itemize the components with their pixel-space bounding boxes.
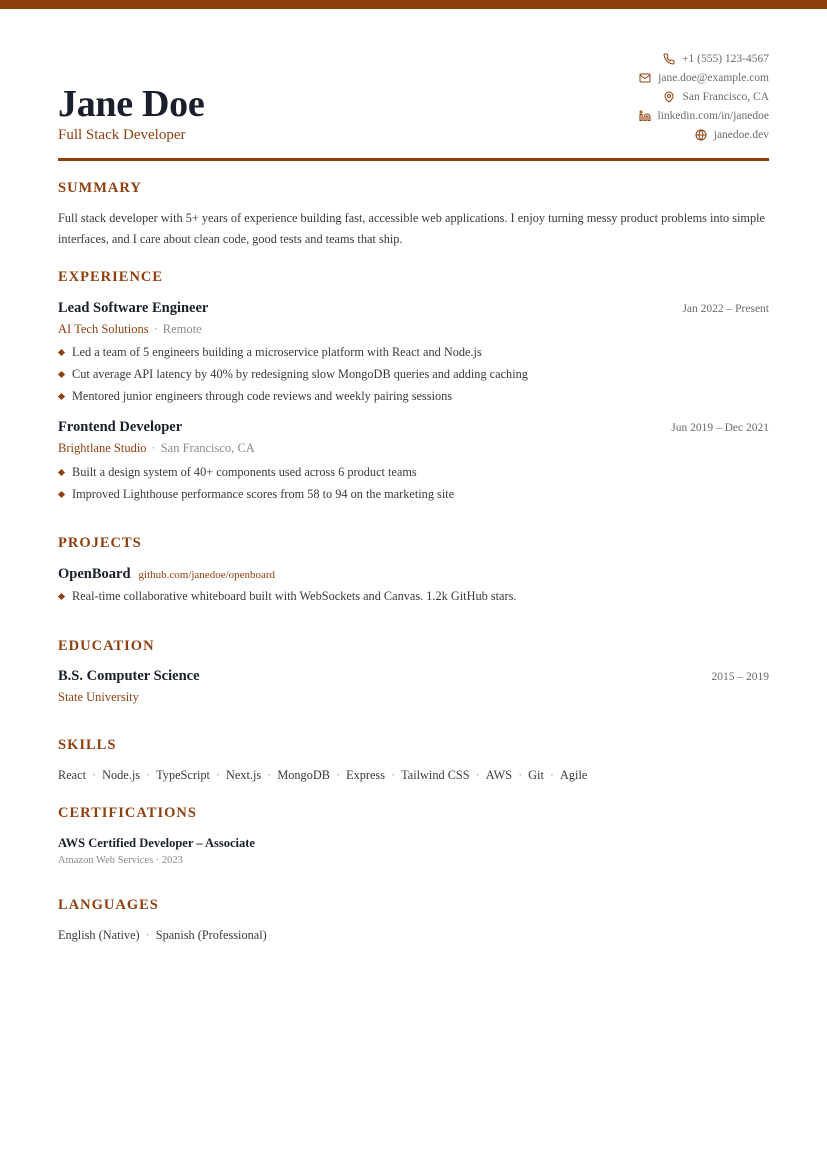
separator-dot: · xyxy=(151,441,156,455)
skill-item: MongoDB xyxy=(277,768,330,782)
contact-list xyxy=(509,49,769,144)
job-location: Remote xyxy=(162,322,202,336)
separator-dot: · xyxy=(215,768,221,782)
contact-linkedin-text: linkedin.com/in/janedoe xyxy=(657,109,769,122)
skill-item: Tailwind CSS xyxy=(401,768,470,782)
contact-website-text: janedoe.dev xyxy=(713,128,769,141)
contact-location xyxy=(509,87,769,106)
contact-phone-text: +1 (555) 123-4567 xyxy=(682,52,769,65)
project-name: OpenBoard xyxy=(58,566,131,582)
certifications-heading: CERTIFICATIONS xyxy=(58,805,197,821)
separator-dot: · xyxy=(267,768,272,782)
separator-dot: · xyxy=(549,768,554,782)
job-company-line xyxy=(58,322,202,337)
header-divider xyxy=(58,158,769,161)
skill-item: Git xyxy=(528,768,544,782)
skills-list xyxy=(58,768,587,783)
skill-item: AWS xyxy=(485,768,513,782)
skill-item: React xyxy=(58,768,86,782)
linkedin-icon xyxy=(638,109,652,123)
job-bullet: Improved Lighthouse performance scores from 58 to 94 on the marketing site xyxy=(58,483,769,505)
phone-icon xyxy=(662,52,676,66)
summary-text: Full stack developer with 5+ years of experience building fast, accessible web applications. I enjoy turning messy product problems into simple interfaces, and I care about clean code, good tests and teams that ship. xyxy=(58,211,765,246)
skill-item: Express xyxy=(346,768,385,782)
project-title-line xyxy=(58,566,275,583)
language-item: Spanish (Professional) xyxy=(155,928,267,942)
candidate-role: Full Stack Developer xyxy=(58,127,186,143)
skills-heading: SKILLS xyxy=(58,737,117,753)
separator-dot: · xyxy=(518,768,523,782)
experience-heading: EXPERIENCE xyxy=(58,269,164,285)
project-link[interactable]: github.com/janedoe/openboard xyxy=(138,569,276,581)
school-name: State University xyxy=(58,690,139,704)
job-bullet: Cut average API latency by 40% by redesigning slow MongoDB queries and adding caching xyxy=(58,363,769,385)
separator-dot: · xyxy=(475,768,480,782)
mail-icon xyxy=(638,71,652,85)
job-dates: Jan 2022 – Present xyxy=(682,303,769,315)
separator-dot: · xyxy=(92,768,97,782)
job-dates: Jun 2019 – Dec 2021 xyxy=(671,422,769,434)
job-title: Frontend Developer xyxy=(58,419,183,435)
degree-title: B.S. Computer Science xyxy=(58,668,200,684)
languages-list xyxy=(58,928,267,943)
job-title: Lead Software Engineer xyxy=(58,300,209,316)
top-accent-bar xyxy=(0,0,827,9)
job-bullet: Led a team of 5 engineers building a microservice platform with React and Node.js xyxy=(58,341,769,363)
languages-heading: LANGUAGES xyxy=(58,897,159,913)
contact-linkedin[interactable] xyxy=(509,106,769,125)
certification-meta: Amazon Web Services · 2023 xyxy=(58,855,183,866)
candidate-name: Jane Doe xyxy=(58,83,205,125)
globe-icon xyxy=(694,128,708,142)
skill-item: Agile xyxy=(560,768,588,782)
certification-name: AWS Certified Developer – Associate xyxy=(58,836,255,850)
skill-item: Node.js xyxy=(102,768,141,782)
separator-dot: · xyxy=(391,768,396,782)
job-bullets xyxy=(58,341,769,407)
separator-dot: · xyxy=(146,768,151,782)
education-dates: 2015 – 2019 xyxy=(711,671,769,683)
job-bullet: Built a design system of 40+ components used across 6 product teams xyxy=(58,461,769,483)
contact-email[interactable] xyxy=(509,68,769,87)
contact-website[interactable] xyxy=(509,125,769,144)
separator-dot: · xyxy=(145,928,150,942)
project-bullet: Real-time collaborative whiteboard built with WebSockets and Canvas. 1.2k GitHub stars. xyxy=(58,585,769,607)
contact-location-text: San Francisco, CA xyxy=(682,90,769,103)
separator-dot: · xyxy=(335,768,341,782)
job-company-line xyxy=(58,441,255,456)
skill-item: Next.js xyxy=(226,768,262,782)
projects-heading: PROJECTS xyxy=(58,535,142,551)
separator-dot: · xyxy=(153,322,158,336)
job-location: San Francisco, CA xyxy=(160,441,255,455)
project-bullets xyxy=(58,585,769,607)
job-company: Brightlane Studio xyxy=(58,441,147,455)
skill-item: TypeScript xyxy=(156,768,210,782)
location-pin-icon xyxy=(662,90,676,104)
contact-email-text: jane.doe@example.com xyxy=(658,71,769,84)
job-bullet: Mentored junior engineers through code reviews and weekly pairing sessions xyxy=(58,385,769,407)
summary-heading: SUMMARY xyxy=(58,180,142,196)
education-heading: EDUCATION xyxy=(58,638,155,654)
school-line xyxy=(58,690,139,705)
contact-phone[interactable] xyxy=(509,49,769,68)
job-bullets xyxy=(58,461,769,505)
job-company: AI Tech Solutions xyxy=(58,322,149,336)
language-item: English (Native) xyxy=(58,928,140,942)
